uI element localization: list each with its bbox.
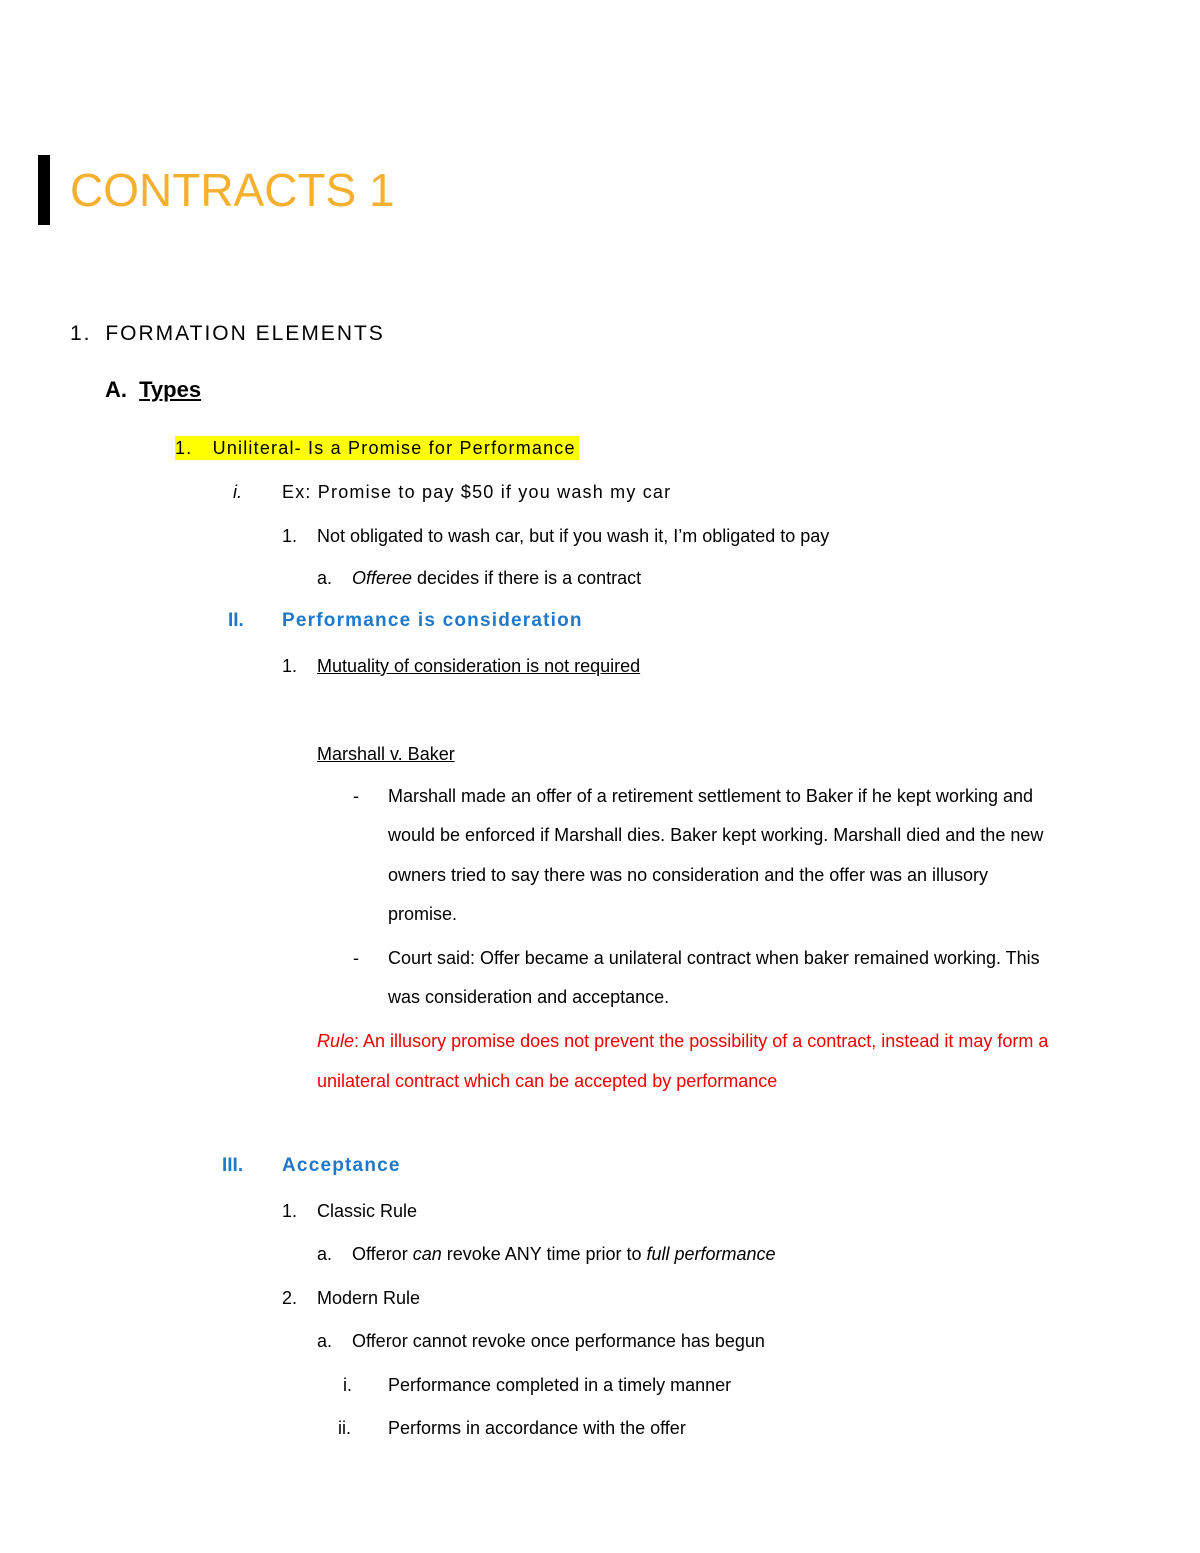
emphasis-text: full performance	[646, 1244, 776, 1264]
case-facts-line: would be enforced if Marshall dies. Baker kept working. Marshall died and the new	[388, 825, 1044, 845]
roman-marker: II.	[228, 610, 244, 631]
list-item-text: Not obligated to wash car, but if you wash it, I’m obligated to pay	[317, 526, 830, 546]
rule-line: unilateral contract which can be accepted by performance	[317, 1071, 778, 1091]
list-item-text	[352, 1242, 776, 1266]
section-heading-blue: Performance is consideration	[282, 610, 583, 631]
list-item-text: Performance completed in a timely manner	[388, 1375, 732, 1395]
list-item-label: Uniliteral- Is a Promise for Performance	[212, 438, 576, 458]
list-marker: 2.	[282, 1288, 298, 1308]
case-holding-line: Court said: Offer became a unilateral contract when baker remained working. This	[388, 948, 1040, 968]
section-number: 1.	[70, 322, 92, 345]
case-holding-line: was consideration and acceptance.	[388, 987, 670, 1007]
case-facts-line: owners tried to say there was no consideration and the offer was an illusory	[388, 865, 988, 885]
rule-line: : An illusory promise does not prevent the possibility of a contract, instead it may form a	[354, 1031, 1049, 1051]
case-facts-line: promise.	[388, 904, 458, 924]
list-item-rest: decides if there is a contract	[412, 568, 642, 588]
list-marker: i.	[233, 482, 242, 502]
list-marker: i.	[343, 1375, 352, 1395]
list-item-text	[352, 566, 641, 590]
emphasis-text: can	[412, 1244, 442, 1264]
list-marker: 1.	[282, 526, 298, 546]
section-label: FORMATION ELEMENTS	[105, 322, 385, 345]
list-marker: ii.	[338, 1418, 351, 1438]
list-marker: a.	[317, 1244, 333, 1264]
subsection-heading	[105, 378, 201, 402]
list-item-unilateral	[175, 436, 579, 460]
list-marker: a.	[317, 1331, 333, 1351]
list-marker: 1.	[175, 438, 193, 458]
list-marker: a.	[317, 568, 333, 588]
bullet-dash: -	[353, 948, 359, 968]
emphasis-text: Offeree	[352, 568, 413, 588]
list-item-text: Modern Rule	[317, 1288, 421, 1308]
rule-text	[317, 1029, 1048, 1053]
text-segment: revoke ANY time prior to	[441, 1244, 647, 1264]
title-accent-bar	[38, 155, 50, 225]
list-marker: 1.	[282, 1201, 298, 1221]
section-heading-blue: Acceptance	[282, 1155, 401, 1176]
roman-marker: III.	[222, 1155, 244, 1176]
section-heading	[70, 322, 385, 346]
list-item-text: Mutuality of consideration is not required	[317, 656, 641, 676]
subsection-letter: A.	[105, 377, 127, 402]
subsection-label: Types	[139, 377, 202, 402]
case-facts-line: Marshall made an offer of a retirement settlement to Baker if he kept working and	[388, 786, 1033, 806]
rule-label: Rule	[317, 1031, 355, 1051]
text-segment: Offeror	[352, 1244, 413, 1264]
case-name: Marshall v. Baker	[317, 744, 455, 764]
bullet-dash: -	[353, 786, 359, 806]
list-item-text: Offeror cannot revoke once performance has begun	[352, 1331, 765, 1351]
list-item-text: Classic Rule	[317, 1201, 418, 1221]
list-item-text: Performs in accordance with the offer	[388, 1418, 686, 1438]
list-marker: 1.	[282, 656, 298, 676]
document-title: CONTRACTS 1	[70, 164, 395, 216]
example-text: Ex: Promise to pay $50 if you wash my car	[282, 482, 672, 502]
